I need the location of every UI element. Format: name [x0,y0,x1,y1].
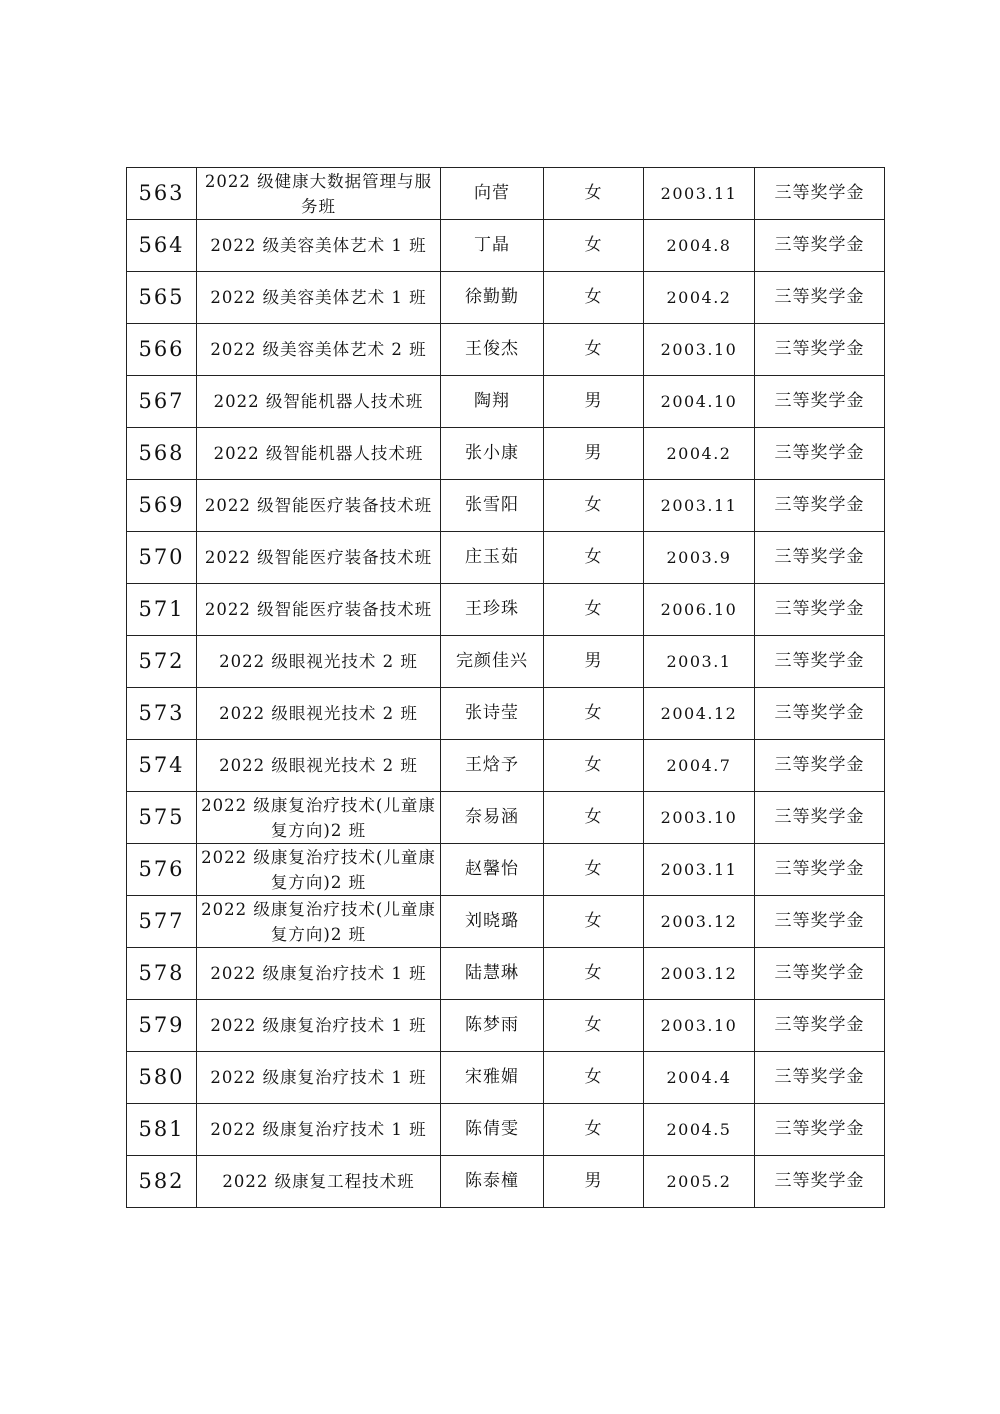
award-level: 三等奖学金 [755,740,885,792]
student-name: 陈梦雨 [441,1000,544,1052]
student-name: 王俊杰 [441,324,544,376]
gender: 男 [544,428,644,480]
table-row [127,896,885,948]
gender: 女 [544,1000,644,1052]
birth-date: 2003.12 [644,948,755,1000]
award-level: 三等奖学金 [755,168,885,220]
birth-date: 2003.10 [644,324,755,376]
class-name: 2022 级眼视光技术 2 班 [197,688,441,740]
gender: 女 [544,324,644,376]
award-level: 三等奖学金 [755,220,885,272]
row-number: 576 [127,844,197,896]
birth-date: 2004.2 [644,428,755,480]
gender: 女 [544,480,644,532]
award-level: 三等奖学金 [755,636,885,688]
gender: 女 [544,844,644,896]
table-row [127,740,885,792]
row-number: 569 [127,480,197,532]
student-name: 陆慧琳 [441,948,544,1000]
birth-date: 2003.11 [644,168,755,220]
class-name: 2022 级康复治疗技术(儿童康复方向)2 班 [197,896,441,948]
class-name: 2022 级康复治疗技术 1 班 [197,948,441,1000]
birth-date: 2006.10 [644,584,755,636]
student-name: 丁晶 [441,220,544,272]
row-number: 578 [127,948,197,1000]
class-name: 2022 级眼视光技术 2 班 [197,740,441,792]
row-number: 579 [127,1000,197,1052]
table-row [127,584,885,636]
award-level: 三等奖学金 [755,1156,885,1208]
class-name: 2022 级智能医疗装备技术班 [197,584,441,636]
award-level: 三等奖学金 [755,1000,885,1052]
table-row [127,532,885,584]
row-number: 566 [127,324,197,376]
row-number: 570 [127,532,197,584]
class-name: 2022 级康复工程技术班 [197,1156,441,1208]
award-level: 三等奖学金 [755,1052,885,1104]
scholarship-table [126,167,885,1208]
class-name: 2022 级健康大数据管理与服务班 [197,168,441,220]
student-name: 刘晓璐 [441,896,544,948]
award-level: 三等奖学金 [755,324,885,376]
row-number: 580 [127,1052,197,1104]
award-level: 三等奖学金 [755,948,885,1000]
student-name: 陈泰橦 [441,1156,544,1208]
student-name: 陈倩雯 [441,1104,544,1156]
award-level: 三等奖学金 [755,896,885,948]
award-level: 三等奖学金 [755,428,885,480]
class-name: 2022 级智能医疗装备技术班 [197,532,441,584]
award-level: 三等奖学金 [755,844,885,896]
table-row [127,272,885,324]
gender: 女 [544,272,644,324]
birth-date: 2003.12 [644,896,755,948]
birth-date: 2003.10 [644,1000,755,1052]
table-row [127,636,885,688]
student-name: 宋雅媚 [441,1052,544,1104]
gender: 女 [544,168,644,220]
class-name: 2022 级康复治疗技术(儿童康复方向)2 班 [197,844,441,896]
birth-date: 2005.2 [644,1156,755,1208]
birth-date: 2004.5 [644,1104,755,1156]
student-name: 张雪阳 [441,480,544,532]
table-row [127,1000,885,1052]
row-number: 581 [127,1104,197,1156]
table-row [127,1156,885,1208]
award-level: 三等奖学金 [755,1104,885,1156]
row-number: 565 [127,272,197,324]
birth-date: 2004.8 [644,220,755,272]
gender: 男 [544,636,644,688]
class-name: 2022 级康复治疗技术 1 班 [197,1104,441,1156]
student-name: 张诗莹 [441,688,544,740]
row-number: 582 [127,1156,197,1208]
row-number: 577 [127,896,197,948]
student-name: 完颜佳兴 [441,636,544,688]
student-name: 徐勤勤 [441,272,544,324]
student-name: 王焓予 [441,740,544,792]
student-name: 向菅 [441,168,544,220]
table-row [127,1052,885,1104]
gender: 女 [544,792,644,844]
gender: 女 [544,1052,644,1104]
row-number: 563 [127,168,197,220]
birth-date: 2003.11 [644,844,755,896]
birth-date: 2003.11 [644,480,755,532]
birth-date: 2004.2 [644,272,755,324]
class-name: 2022 级美容美体艺术 2 班 [197,324,441,376]
award-level: 三等奖学金 [755,480,885,532]
row-number: 568 [127,428,197,480]
table-row [127,220,885,272]
award-level: 三等奖学金 [755,532,885,584]
gender: 女 [544,220,644,272]
class-name: 2022 级美容美体艺术 1 班 [197,272,441,324]
table-row [127,792,885,844]
row-number: 564 [127,220,197,272]
table-row [127,948,885,1000]
class-name: 2022 级康复治疗技术 1 班 [197,1052,441,1104]
table-row [127,324,885,376]
table-row [127,428,885,480]
table-row [127,168,885,220]
gender: 男 [544,376,644,428]
table-row [127,376,885,428]
student-name: 奈易涵 [441,792,544,844]
class-name: 2022 级美容美体艺术 1 班 [197,220,441,272]
class-name: 2022 级康复治疗技术(儿童康复方向)2 班 [197,792,441,844]
row-number: 571 [127,584,197,636]
gender: 女 [544,948,644,1000]
student-name: 赵馨怡 [441,844,544,896]
birth-date: 2004.7 [644,740,755,792]
gender: 女 [544,532,644,584]
row-number: 572 [127,636,197,688]
gender: 女 [544,584,644,636]
class-name: 2022 级智能机器人技术班 [197,428,441,480]
student-name: 张小康 [441,428,544,480]
class-name: 2022 级智能机器人技术班 [197,376,441,428]
birth-date: 2004.10 [644,376,755,428]
gender: 女 [544,740,644,792]
birth-date: 2003.1 [644,636,755,688]
gender: 女 [544,1104,644,1156]
student-name: 陶翔 [441,376,544,428]
table-body [127,168,885,1208]
gender: 女 [544,688,644,740]
award-level: 三等奖学金 [755,584,885,636]
birth-date: 2004.4 [644,1052,755,1104]
student-name: 王珍珠 [441,584,544,636]
row-number: 567 [127,376,197,428]
award-level: 三等奖学金 [755,688,885,740]
award-level: 三等奖学金 [755,792,885,844]
row-number: 575 [127,792,197,844]
gender: 男 [544,1156,644,1208]
birth-date: 2003.9 [644,532,755,584]
award-level: 三等奖学金 [755,272,885,324]
row-number: 573 [127,688,197,740]
table-row [127,1104,885,1156]
table-row [127,480,885,532]
birth-date: 2003.10 [644,792,755,844]
class-name: 2022 级康复治疗技术 1 班 [197,1000,441,1052]
award-level: 三等奖学金 [755,376,885,428]
gender: 女 [544,896,644,948]
table-row [127,844,885,896]
birth-date: 2004.12 [644,688,755,740]
row-number: 574 [127,740,197,792]
table-row [127,688,885,740]
class-name: 2022 级智能医疗装备技术班 [197,480,441,532]
student-name: 庄玉茹 [441,532,544,584]
class-name: 2022 级眼视光技术 2 班 [197,636,441,688]
